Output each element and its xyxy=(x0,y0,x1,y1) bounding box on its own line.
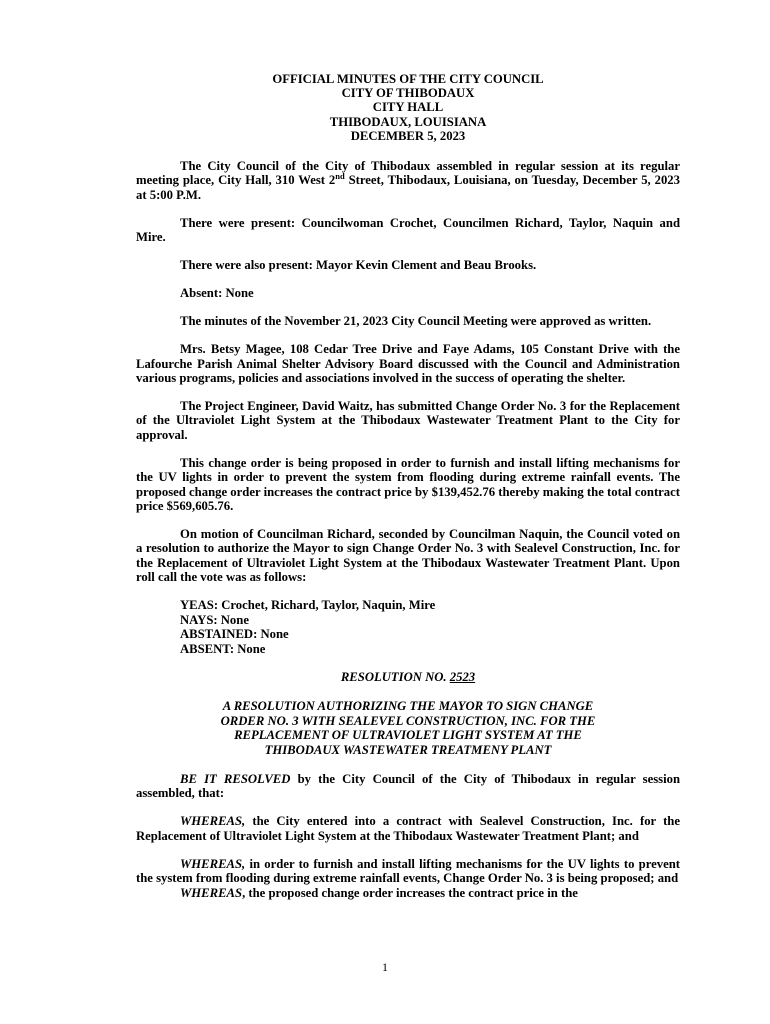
whereas-text: , the proposed change order increases the contract price in the xyxy=(242,885,578,900)
document-page xyxy=(136,72,680,900)
whereas-paragraph-2 xyxy=(136,857,680,886)
header-date: DECEMBER 5, 2023 xyxy=(350,128,466,143)
vote-absent: ABSENT: None xyxy=(180,641,266,656)
whereas-lead: WHEREAS xyxy=(180,885,243,900)
resolution-number: 2523 xyxy=(449,669,476,684)
header-city: CITY OF THIBODAUX xyxy=(341,86,475,101)
assembled-superscript: nd xyxy=(335,171,345,182)
animal-shelter-paragraph: Mrs. Betsy Magee, 108 Cedar Tree Drive and Faye Adams, 105 Constant Drive with the Lafourche Parish Animal Shelter Advisory Board discussed with the Council and Administration various programs, policies and associations involved in the success of operating the shelter. xyxy=(136,342,680,386)
assembled-text-2: Street, Thibodaux, Louisiana, on Tuesday, December 5, 2023 at 5:00 P.M. xyxy=(136,173,680,202)
document-header xyxy=(136,72,680,143)
header-location: THIBODAUX, LOUISIANA xyxy=(329,114,487,129)
whereas-text: the City entered into a contract with Sealevel Construction, Inc. for the Replacement of Ultraviolet Light System at the Thibodaux Wastewater Treatment Plant; and xyxy=(136,814,680,843)
resolution-title-line: THIBODAUX WASTEWATER TREATMENY PLANT xyxy=(264,742,552,757)
assembled-text-1: The City Council of the City of Thibodaux assembled in regular session at its regular meeting place, City Hall, 310 West 2 xyxy=(136,159,680,188)
page-number: 1 xyxy=(382,960,388,974)
present-paragraph: There were present: Councilwoman Crochet, Councilmen Richard, Taylor, Naquin and Mire. xyxy=(136,215,680,245)
absent-paragraph: Absent: None xyxy=(180,286,254,301)
assembled-paragraph xyxy=(136,159,680,202)
resolution-title-line: A RESOLUTION AUTHORIZING THE MAYOR TO SIGN CHANGE xyxy=(222,699,594,714)
header-title: OFFICIAL MINUTES OF THE CITY COUNCIL xyxy=(272,72,544,86)
resolution-title-line: ORDER NO. 3 WITH SEALEVEL CONSTRUCTION, INC. FOR THE xyxy=(220,713,596,728)
be-it-resolved-paragraph xyxy=(136,772,680,801)
change-order-submitted-paragraph: The Project Engineer, David Waitz, has submitted Change Order No. 3 for the Replacement of the Ultraviolet Light System at the Thibodaux Wastewater Treatment Plant to the City for approval. xyxy=(136,399,680,442)
vote-yeas: YEAS: Crochet, Richard, Taylor, Naquin, Mire xyxy=(180,598,436,613)
whereas-paragraph-1 xyxy=(136,814,680,843)
resolution-number-heading xyxy=(136,670,680,684)
be-it-resolved-text: by the City Council of the City of Thibodaux in regular session assembled, that: xyxy=(136,771,681,801)
vote-nays: NAYS: None xyxy=(180,612,249,627)
whereas-lead: WHEREAS, xyxy=(180,856,246,871)
header-hall: CITY HALL xyxy=(372,100,444,115)
vote-abstained: ABSTAINED: None xyxy=(180,627,289,642)
change-order-details-paragraph: This change order is being proposed in order to furnish and install lifting mechanisms for the UV lights in order to prevent the system from flooding during extreme rainfall events. The proposed change order increases the contract price by $139,452.76 thereby making the total contract price $569,605.76. xyxy=(136,455,680,514)
whereas-text: in order to furnish and install lifting mechanisms for the UV lights to prevent the system from flooding during extreme rainfall events, Change Order No. 3 is being proposed; and xyxy=(136,856,680,886)
also-present-paragraph: There were also present: Mayor Kevin Clement and Beau Brooks. xyxy=(180,258,537,273)
minutes-paragraph: The minutes of the November 21, 2023 City Council Meeting were approved as written. xyxy=(180,314,652,329)
roll-call-votes xyxy=(180,598,680,656)
motion-paragraph: On motion of Councilman Richard, seconded by Councilman Naquin, the Council voted on a resolution to authorize the Mayor to sign Change Order No. 3 with Sealevel Construction, Inc. for the Replacement of Ultraviolet Light System at the Thibodaux Wastewater Treatment Plant. Upon roll call the vote was as follows: xyxy=(136,527,680,585)
whereas-lead: WHEREAS, xyxy=(180,814,246,829)
resolution-title-line: REPLACEMENT OF ULTRAVIOLET LIGHT SYSTEM AT THE xyxy=(234,728,582,743)
resolution-title xyxy=(136,699,680,757)
resolution-label: RESOLUTION NO. xyxy=(340,669,450,684)
whereas-paragraph-3 xyxy=(136,886,680,900)
be-it-resolved-lead: BE IT RESOLVED xyxy=(180,771,291,786)
